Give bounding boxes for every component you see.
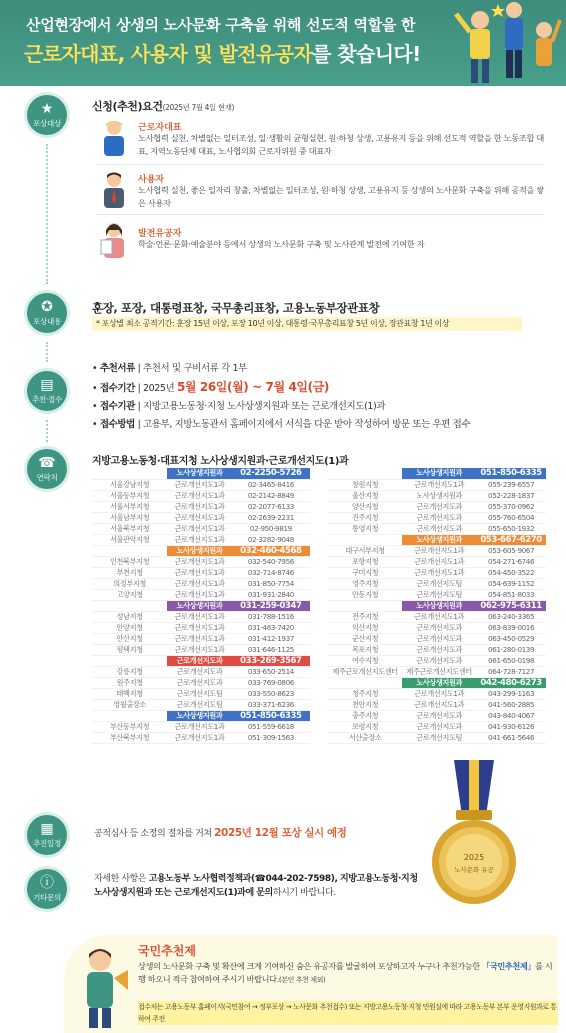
phone-cell: 031-259-0347 [232, 600, 310, 611]
office-cell: 익산지청 [328, 622, 402, 633]
phone-cell: 031-412-1937 [232, 633, 310, 644]
dept-cell: 근로개선지도과 [167, 655, 232, 666]
phone-cell: 053-667-6270 [476, 534, 546, 545]
office-cell: 대전지방고용노동청 [328, 677, 402, 688]
medal-icon: ✪ [41, 298, 53, 315]
dept-cell: 근로개선지도1과 [402, 479, 476, 490]
info-icon: ⓘ [40, 874, 54, 891]
contact-row [92, 523, 310, 534]
office-cell: 대구지방고용노동청 [328, 534, 402, 545]
dept-cell: 근로개선지도1과 [402, 545, 476, 556]
phone-cell: 061-650-0198 [476, 655, 546, 666]
office-cell: 제주근로개선지도센터 [328, 666, 402, 677]
eligibility-section-icon: ★ 포상대상 [24, 92, 70, 138]
dept-cell: 근로개선지도과 [402, 633, 476, 644]
contact-row [328, 501, 546, 512]
dept-cell: 근로개선지도1과 [402, 611, 476, 622]
phone-cell: 051-850-6335 [232, 710, 310, 721]
phone-cell: 063-839-0016 [476, 622, 546, 633]
phone-cell: 031-931-2840 [232, 589, 310, 600]
contact-row [328, 545, 546, 556]
office-cell: 성남지청 [92, 611, 167, 622]
phone-cell: 032-460-4568 [232, 545, 310, 556]
contact-row [92, 732, 310, 743]
candidate-title: 사용자 [138, 175, 165, 185]
office-cell: 부산지방고용노동청 [92, 710, 167, 721]
dept-cell: 근로개선지도1과 [167, 556, 232, 567]
contact-row [92, 556, 310, 567]
office-cell: 포항지청 [328, 556, 402, 567]
phone-cell: 02-2250-5726 [232, 468, 310, 479]
award-title: 훈장, 포장, 대통령표창, 국무총리표창, 고용노동부장관표창 [92, 301, 380, 315]
office-cell: 서울동부지청 [92, 490, 167, 501]
schedule-text: 공적심사 등 소정의 절차를 거쳐 2025년 12월 포상 실시 예정 [94, 827, 347, 839]
office-cell: 평택지청 [92, 644, 167, 655]
dept-cell: 노사상생지원과 [167, 468, 232, 479]
phone-cell: 02-3465-8416 [232, 479, 310, 490]
dept-cell: 근로개선지도1과 [167, 490, 232, 501]
office-cell: 안동지청 [328, 589, 402, 600]
dept-cell: 근로개선지도1과 [402, 699, 476, 710]
contact-row [328, 688, 546, 699]
svg-text:노사문화 유공: 노사문화 유공 [454, 866, 494, 874]
office-cell: 안양지청 [92, 622, 167, 633]
dept-cell: 근로개선지도1과 [167, 622, 232, 633]
dept-cell: 근로개선지도1과 [167, 534, 232, 545]
dept-cell: 노사상생지원과 [167, 545, 232, 556]
employer-avatar-icon [98, 170, 130, 208]
phone-cell: 02-2142-8849 [232, 490, 310, 501]
phone-cell: 041-930-6126 [476, 721, 546, 732]
separator [96, 164, 544, 165]
contact-header-row [92, 468, 310, 479]
contact-header-row [328, 534, 546, 545]
dept-cell: 제주근로개선지도센터 [402, 666, 476, 677]
office-cell: 부산동부지청 [92, 721, 167, 732]
office-cell: 서울서부지청 [92, 501, 167, 512]
phone-cell: 051-309-1563 [232, 732, 310, 743]
section-divider [46, 144, 48, 284]
apply-item-documents: • 추천서류 | 추천서 및 구비서류 각 1부 [92, 363, 247, 374]
contact-row [328, 556, 546, 567]
office-cell: 울산지청 [328, 490, 402, 501]
phone-cell: 02-2077-6133 [232, 501, 310, 512]
award-section-icon: ✪ 포상내용 [24, 290, 70, 336]
contact-row [328, 666, 546, 677]
phone-cell: 041-661-5646 [476, 732, 546, 743]
misc-section-icon: ⓘ 기타문의 [24, 866, 70, 912]
contact-header-row [328, 677, 546, 688]
office-cell: 태백지청 [92, 688, 167, 699]
dept-cell: 근로개선지도과 [402, 501, 476, 512]
national-title: 국민추천제 [138, 944, 196, 958]
dept-cell: 근로개선지도1과 [402, 567, 476, 578]
candidate-desc: 학술·언론·문화·예술분야 등에서 상생의 노사문화 구축 및 노사관계 발전에 기여한 자 [138, 239, 425, 249]
contact-row [328, 479, 546, 490]
phone-cell: 043-299-1163 [476, 688, 546, 699]
office-cell: 부산북부지청 [92, 732, 167, 743]
dept-cell: 근로개선지도1과 [167, 732, 232, 743]
dept-cell: 노사상생지원과 [402, 468, 476, 479]
office-cell: 군산지청 [328, 633, 402, 644]
phone-cell: 043-840-4067 [476, 710, 546, 721]
office-cell: 영주지청 [328, 578, 402, 589]
schedule-section-icon: ▦ 추진일정 [24, 812, 70, 858]
office-cell: 대구서부지청 [328, 545, 402, 556]
separator [96, 214, 544, 215]
contact-row [328, 644, 546, 655]
office-cell: 안산지청 [92, 633, 167, 644]
contact-row [92, 589, 310, 600]
apply-item-period: • 접수기간 | 2025년 5월 26일(월) ~ 7월 4일(금) [92, 380, 329, 394]
dept-cell: 근로개선지도1과 [402, 556, 476, 567]
calendar-icon: ▦ [40, 820, 54, 837]
eligibility-title: 신청(추천)요건(2025년 7월 4일 현재) [92, 100, 235, 113]
dept-cell: 근로개선지도1과 [167, 479, 232, 490]
contact-header-row [92, 545, 310, 556]
phone-cell: 02-950-9819 [232, 523, 310, 534]
contact-row [328, 589, 546, 600]
dept-cell: 근로개선지도과 [402, 655, 476, 666]
office-cell: 고양지청 [92, 589, 167, 600]
contact-row [92, 677, 310, 688]
contact-row [92, 644, 310, 655]
contributor-avatar-icon [98, 220, 130, 258]
office-cell: 천안지청 [328, 699, 402, 710]
office-cell: 진주지청 [328, 512, 402, 523]
office-cell: 목포지청 [328, 644, 402, 655]
candidate-title: 발전유공자 [138, 229, 182, 239]
office-cell: 서울강남지청 [92, 479, 167, 490]
phone-cell: 033-371-6236 [232, 699, 310, 710]
phone-cell: 031-788-1516 [232, 611, 310, 622]
office-cell: 창원지청 [328, 479, 402, 490]
contact-row [92, 666, 310, 677]
contact-text: 자세한 사항은 고용노동부 노사협력정책과(☎044-202-7598), 지방고용노동청·지청 노사상생지원과 또는 근로개선지도(1)과에 문의하시기 바랍니다. [94, 874, 418, 898]
phone-cell: 033-769-0806 [232, 677, 310, 688]
phone-cell: 053-605-9067 [476, 545, 546, 556]
phone-cell: 063-450-0529 [476, 633, 546, 644]
national-note: 접수처는 고용노동부 홈페이지(국민참여 → 정부포상 → 노사문화 추천접수) 또는 지방고용노동청·지청 민원실에 따라 고용노동부 본부 운영지원과로 통하여 주전 [138, 1003, 557, 1023]
dept-cell: 근로개선지도1과 [167, 633, 232, 644]
phone-cell: 062-975-6311 [476, 600, 546, 611]
svg-text:2025: 2025 [463, 853, 485, 862]
contact-title: 지방고용노동청·대표지청 노사상생지원과·근로개선지도(1)과 [92, 456, 349, 467]
dept-cell: 근로개선지도1과 [167, 567, 232, 578]
dept-cell: 근로개선지도팀 [402, 578, 476, 589]
contacts-table-right [328, 468, 546, 744]
phone-cell: 031-463-7420 [232, 622, 310, 633]
office-cell: 충주지청 [328, 710, 402, 721]
contact-row [92, 578, 310, 589]
contact-row [328, 611, 546, 622]
phone-cell: 042-480-6273 [476, 677, 546, 688]
phone-cell: 055-239-6557 [476, 479, 546, 490]
office-cell: 청주지청 [328, 688, 402, 699]
medal-icon [424, 760, 524, 908]
contact-row [328, 721, 546, 732]
office-cell: 서울관악지청 [92, 534, 167, 545]
header-title: 근로자대표, 사용자 및 발전유공자를 찾습니다! [24, 42, 421, 66]
office-cell: 전주지청 [328, 611, 402, 622]
contact-row [92, 512, 310, 523]
award-note: * 포상별 최소 공적기간: 훈장 15년 이상, 포장 10년 이상, 대통령·국무총리표창 5년 이상, 장관표창 1년 이상 [92, 317, 522, 331]
contact-row [92, 611, 310, 622]
dept-cell: 근로개선지도1과 [167, 721, 232, 732]
office-cell: 여수지청 [328, 655, 402, 666]
dept-cell: 근로개선지도1과 [167, 644, 232, 655]
office-cell: 광주지방고용노동청 [328, 600, 402, 611]
contact-row [92, 699, 310, 710]
phone-cell: 033-269-3567 [232, 655, 310, 666]
contact-row [328, 512, 546, 523]
contact-header-row [328, 600, 546, 611]
dept-cell: 근로개선지도1과 [402, 688, 476, 699]
dept-cell: 근로개선지도과 [402, 512, 476, 523]
section-divider [46, 420, 48, 442]
section-divider [46, 342, 48, 362]
apply-item-method: • 접수방법 | 고용부, 지방노동관서 홈페이지에서 서식을 다운 받아 작성하여 방문 또는 우편 접수 [92, 419, 471, 430]
dept-cell: 근로개선지도과 [167, 666, 232, 677]
contact-row [328, 567, 546, 578]
phone-cell: 054-271-6746 [476, 556, 546, 567]
phone-cell: 031-646-1125 [232, 644, 310, 655]
announcer-illustration [70, 942, 130, 1030]
office-cell: 경기지청(대표지청) [92, 600, 167, 611]
office-cell: 서울북부지청 [92, 523, 167, 534]
office-cell: 부산지방고용노동청 [328, 468, 402, 479]
dept-cell: 근로개선지도1과 [167, 611, 232, 622]
phone-cell: 055-650-1932 [476, 523, 546, 534]
phone-cell: 032-714-8746 [232, 567, 310, 578]
contact-row [92, 688, 310, 699]
phone-icon: ☎ [38, 454, 56, 471]
apply-section-icon: ▤ 추천·접수 [24, 368, 70, 414]
header-banner [0, 0, 566, 86]
phone-cell: 032-540-7956 [232, 556, 310, 567]
phone-cell: 063-240-3365 [476, 611, 546, 622]
dept-cell: 근로개선지도1과 [167, 578, 232, 589]
dept-cell: 근로개선지도팀 [402, 732, 476, 743]
phone-cell: 055-760-6504 [476, 512, 546, 523]
office-cell: 보령지청 [328, 721, 402, 732]
dept-cell: 근로개선지도과 [402, 710, 476, 721]
dept-cell: 근로개선지도팀 [402, 589, 476, 600]
contact-row [92, 490, 310, 501]
phone-cell: 054-639-1152 [476, 578, 546, 589]
dept-cell: 근로개선지도1과 [167, 512, 232, 523]
office-cell: 영월출장소 [92, 699, 167, 710]
phone-cell: 033-550-8623 [232, 688, 310, 699]
office-cell: 양산지청 [328, 501, 402, 512]
office-cell: 원주지청 [92, 677, 167, 688]
contacts-table-left [92, 468, 310, 744]
contact-row [328, 633, 546, 644]
contact-section-icon: ☎ 연락처 [24, 446, 70, 492]
contact-row [92, 633, 310, 644]
dept-cell: 노사상생지원과 [167, 600, 232, 611]
contact-header-row [92, 710, 310, 721]
phone-cell: 055-370-0962 [476, 501, 546, 512]
apply-item-office: • 접수기관 | 지방고용노동청·지청 노사상생지원과 또는 근로개선지도(1)과 [92, 401, 386, 412]
contact-row [92, 479, 310, 490]
phone-cell: 02-3282-9048 [232, 534, 310, 545]
phone-cell: 061-280-0139 [476, 644, 546, 655]
dept-cell: 근로개선지도팀 [167, 699, 232, 710]
national-text: 상생의 노사문화 구축 및 확산에 크게 기여하신 숨은 유공자를 발굴하여 포상하고자 누구나 추천가능한 「국민추천제」를 시행 하오니 적극 참여하여 주시기 바랍니다.(본인 추천 제외) [138, 961, 553, 984]
contact-header-row [92, 655, 310, 666]
document-icon: ▤ [40, 376, 54, 393]
contact-row [92, 567, 310, 578]
phone-cell: 033-650-2514 [232, 666, 310, 677]
contact-header-row [92, 600, 310, 611]
contact-row [328, 699, 546, 710]
office-cell: 통영지청 [328, 523, 402, 534]
dept-cell: 근로개선지도과 [167, 677, 232, 688]
star-person-icon: ★ [40, 100, 54, 117]
office-cell: 서울지방고용노동청 [92, 468, 167, 479]
office-cell: 서울남부지청 [92, 512, 167, 523]
dept-cell: 근로개선지도1과 [167, 523, 232, 534]
office-cell: 의정부지청 [92, 578, 167, 589]
dept-cell: 근로개선지도과 [402, 622, 476, 633]
office-cell: 강원지청(대표지청) [92, 655, 167, 666]
contact-header-row [328, 468, 546, 479]
office-cell: 인천북부지청 [92, 556, 167, 567]
phone-cell: 051-559-6618 [232, 721, 310, 732]
contact-row [92, 501, 310, 512]
contact-row [328, 578, 546, 589]
office-cell: 구미지청 [328, 567, 402, 578]
header-subtitle: 산업현장에서 상생의 노사문화 구축을 위해 선도적 역할을 한 [26, 16, 416, 34]
office-cell: 서산출장소 [328, 732, 402, 743]
candidate-desc: 노사협력 실천, 좋은 일자리 창출, 차별없는 일터조성, 원·하청 상생, 고용유지 등 상생의 노사문화 구축을 위해 공적을 쌓은 사용자 [138, 185, 544, 208]
phone-cell: 052-228-1837 [476, 490, 546, 501]
contact-row [328, 655, 546, 666]
candidate-title: 근로자대표 [138, 123, 182, 133]
workers-illustration [452, 0, 562, 86]
dept-cell: 노사상생지원과 [402, 600, 476, 611]
dept-cell: 근로개선지도과 [402, 644, 476, 655]
office-cell: 중부지방고용노동청 [92, 545, 167, 556]
phone-cell: 041-560-2885 [476, 699, 546, 710]
contact-row [92, 622, 310, 633]
office-cell: 강릉지청 [92, 666, 167, 677]
phone-cell: 054-450-3522 [476, 567, 546, 578]
dept-cell: 노사상생지원과 [402, 677, 476, 688]
worker-avatar-icon [98, 118, 130, 156]
phone-cell: 054-851-8033 [476, 589, 546, 600]
office-cell: 부천지청 [92, 567, 167, 578]
candidate-desc: 노사협력 실천, 차별없는 일터조성, 일·생활의 균형실현, 원·하청 상생, 고용유지 등을 위해 선도적 역할을 한 노동조합 대표, 지역노동단체 대표, 노사협의회 근로자위원 중 대표자 [138, 133, 544, 156]
dept-cell: 노사상생지원과 [167, 710, 232, 721]
dept-cell: 노사상생지원과 [402, 490, 476, 501]
phone-cell: 064-728-7127 [476, 666, 546, 677]
dept-cell: 근로개선지도과 [402, 721, 476, 732]
dept-cell: 노사상생지원과 [402, 534, 476, 545]
contact-row [328, 710, 546, 721]
phone-cell: 02-2639-2231 [232, 512, 310, 523]
dept-cell: 근로개선지도1과 [167, 589, 232, 600]
contact-row [92, 534, 310, 545]
dept-cell: 근로개선지도팀 [167, 688, 232, 699]
contact-row [92, 721, 310, 732]
contact-row [328, 622, 546, 633]
contact-row [328, 490, 546, 501]
phone-cell: 051-850-6335 [476, 468, 546, 479]
contact-row [328, 523, 546, 534]
contact-row [328, 732, 546, 743]
phone-cell: 031-850-7754 [232, 578, 310, 589]
dept-cell: 근로개선지도과 [402, 523, 476, 534]
dept-cell: 근로개선지도1과 [167, 501, 232, 512]
